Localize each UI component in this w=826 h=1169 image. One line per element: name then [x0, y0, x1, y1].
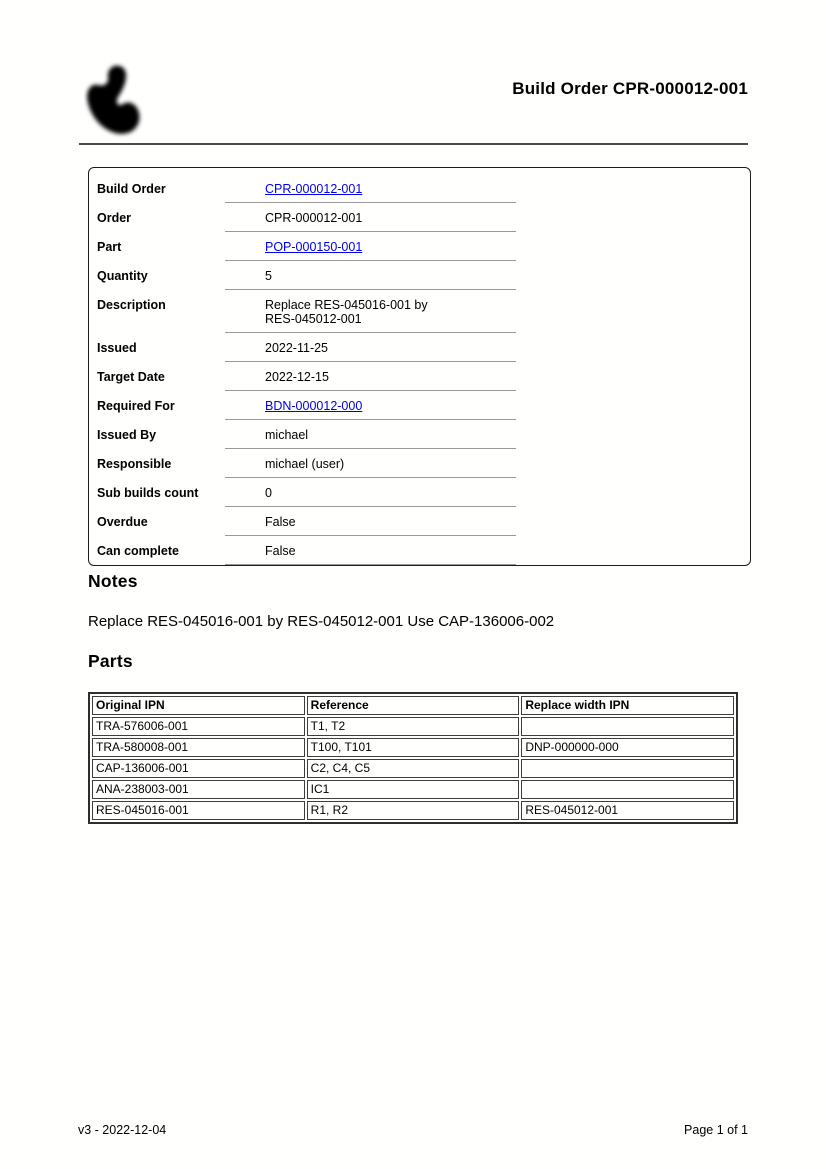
parts-row [92, 801, 734, 820]
row-spacer [516, 203, 750, 232]
parts-cell: IC1 [307, 780, 520, 799]
parts-cell [521, 780, 734, 799]
info-row [89, 203, 750, 232]
footer-version: v3 - 2022-12-04 [78, 1123, 167, 1137]
field-value-link[interactable]: CPR-000012-001 [265, 182, 363, 196]
field-label: Target Date [97, 370, 165, 384]
parts-column-header: Original IPN [92, 696, 305, 715]
parts-header-row [92, 696, 734, 715]
field-label: Sub builds count [97, 486, 199, 500]
field-value: 2022-11-25 [225, 333, 516, 362]
field-label: Description [97, 298, 166, 312]
parts-row [92, 717, 734, 736]
header-divider [79, 143, 748, 145]
field-value-link[interactable]: POP-000150-001 [265, 240, 363, 254]
parts-row [92, 780, 734, 799]
field-value: 0 [225, 478, 516, 507]
info-row [89, 174, 750, 203]
field-value: michael [225, 420, 516, 449]
parts-cell: R1, R2 [307, 801, 520, 820]
field-value [225, 391, 516, 420]
company-logo-icon [84, 61, 154, 141]
parts-cell: TRA-580008-001 [92, 738, 305, 757]
parts-column-header: Replace width IPN [521, 696, 734, 715]
parts-row [92, 759, 734, 778]
parts-cell: RES-045016-001 [92, 801, 305, 820]
field-label: Quantity [97, 269, 148, 283]
info-row [89, 391, 750, 420]
info-row [89, 420, 750, 449]
field-value-link[interactable]: BDN-000012-000 [265, 399, 363, 413]
notes-text: Replace RES-045016-001 by RES-045012-001 Use CAP-136006-002 [88, 613, 555, 630]
field-label: Can complete [97, 544, 179, 558]
info-row [89, 449, 750, 478]
row-spacer [516, 478, 750, 507]
footer-page-number: Page 1 of 1 [684, 1123, 748, 1137]
row-spacer [516, 449, 750, 478]
field-value: False [225, 536, 516, 565]
row-spacer [516, 232, 750, 261]
field-value: michael (user) [225, 449, 516, 478]
row-spacer [516, 391, 750, 420]
info-row [89, 290, 750, 333]
field-value: 2022-12-15 [225, 362, 516, 391]
field-value: False [225, 507, 516, 536]
field-label: Required For [97, 399, 175, 413]
field-label: Overdue [97, 515, 148, 529]
info-box [88, 167, 751, 566]
field-label: Issued [97, 341, 137, 355]
parts-table [88, 692, 738, 824]
parts-cell: RES-045012-001 [521, 801, 734, 820]
row-spacer [516, 420, 750, 449]
parts-cell: T1, T2 [307, 717, 520, 736]
field-value: 5 [225, 261, 516, 290]
row-spacer [516, 290, 750, 333]
info-row [89, 261, 750, 290]
field-label: Build Order [97, 182, 166, 196]
info-row [89, 536, 750, 565]
parts-cell [521, 759, 734, 778]
field-value [225, 232, 516, 261]
row-spacer [516, 507, 750, 536]
parts-cell: ANA-238003-001 [92, 780, 305, 799]
row-spacer [516, 536, 750, 565]
info-row [89, 232, 750, 261]
parts-heading: Parts [88, 651, 133, 671]
parts-cell: DNP-000000-000 [521, 738, 734, 757]
notes-heading: Notes [88, 571, 138, 591]
info-row [89, 507, 750, 536]
info-row [89, 362, 750, 391]
parts-cell: CAP-136006-001 [92, 759, 305, 778]
row-spacer [516, 362, 750, 391]
parts-cell [521, 717, 734, 736]
parts-row [92, 738, 734, 757]
parts-column-header: Reference [307, 696, 520, 715]
row-spacer [516, 333, 750, 362]
field-label: Part [97, 240, 122, 254]
info-row [89, 333, 750, 362]
field-label: Responsible [97, 457, 172, 471]
parts-cell: C2, C4, C5 [307, 759, 520, 778]
info-row [89, 478, 750, 507]
field-value: CPR-000012-001 [225, 203, 516, 232]
field-label: Order [97, 211, 132, 225]
row-spacer [516, 174, 750, 203]
field-value: Replace RES-045016-001 by RES-045012-001 [225, 290, 516, 333]
field-label: Issued By [97, 428, 157, 442]
page-title: Build Order CPR-000012-001 [512, 79, 748, 98]
parts-cell: T100, T101 [307, 738, 520, 757]
field-value [225, 174, 516, 203]
row-spacer [516, 261, 750, 290]
parts-cell: TRA-576006-001 [92, 717, 305, 736]
